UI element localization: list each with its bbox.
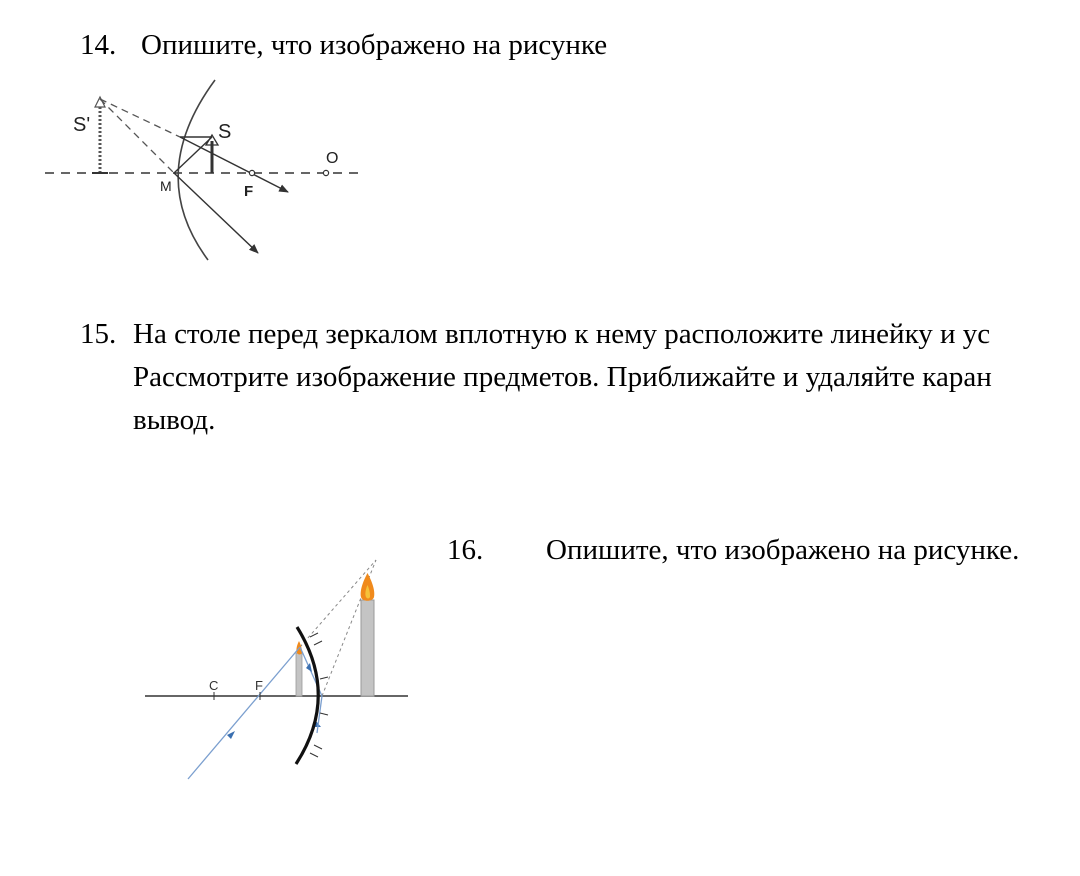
q15-number: 15. [80,318,117,350]
label-f: F [244,183,254,200]
ray-reflected-through-focus [180,137,288,192]
q14-number: 14. [80,29,117,61]
q15-line-2: Рассмотрите изображение предметов. Приближайте и удаляйте каран [133,361,992,393]
q16-figure [140,555,415,785]
focus-point [249,170,254,175]
label-m: M [160,178,172,194]
q15-line-3: вывод. [133,404,216,436]
ray-arrow-2 [306,663,312,672]
ray-extension-2 [100,99,174,173]
label-o: O [326,150,339,167]
ray-through-focus [188,647,300,779]
label-s-prime: S' [73,114,91,136]
label-f: F [255,678,263,693]
mirror-ray-diagram-1 [40,75,380,290]
candle-image-body [361,600,374,696]
q15-line-1: На столе перед зеркалом вплотную к нему расположите линейку и ус [133,318,991,350]
q14-figure [40,75,380,290]
curved-mirror [178,80,215,260]
ray-extension-1 [100,99,180,137]
label-c: C [209,678,219,693]
label-s: S [218,121,232,143]
candle-object-body [296,653,302,696]
q14-text: Опишите, что изображено на рисунке [141,29,608,61]
center-point [323,170,328,175]
q16-text: Опишите, что изображено на рисунке. [546,534,1020,566]
q16-number: 16. [447,534,484,566]
mirror-ray-diagram-2 [140,555,415,785]
